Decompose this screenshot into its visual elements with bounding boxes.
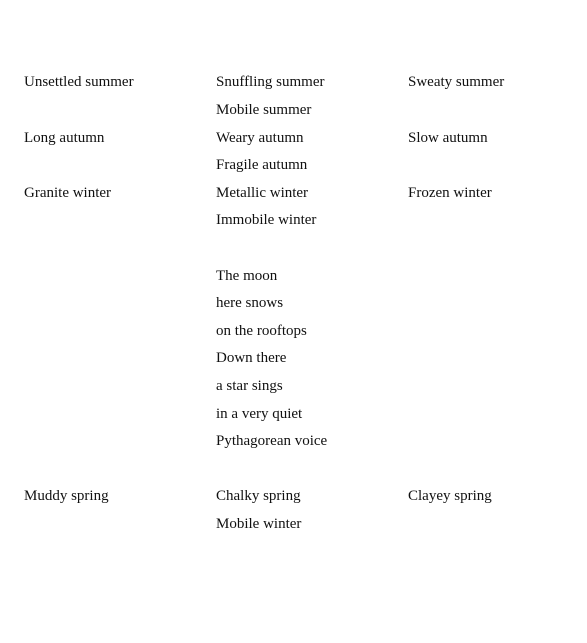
verse-line-6: in a very quiet	[216, 406, 303, 422]
spring-col1-text: Muddy spring	[24, 488, 109, 504]
verse-line-7: Pythagorean voice	[216, 433, 328, 449]
summer-col2-line-1: Snuffling summer	[216, 74, 325, 90]
winter-col3-text: Frozen winter	[408, 185, 492, 201]
winter-col1-text: Granite winter	[24, 185, 112, 201]
summer-col1-text: Unsettled summer	[24, 74, 134, 90]
verse-line-2: here snows	[216, 295, 284, 311]
verse-line-5: a star sings	[216, 378, 283, 394]
verse-line-4: Down there	[216, 350, 287, 366]
autumn-col3-text: Slow autumn	[408, 130, 488, 146]
summer-col2-line-2: Mobile summer	[216, 102, 312, 118]
spring-col2-line-2: Mobile winter	[216, 516, 302, 532]
verse-line-3: on the rooftops	[216, 323, 307, 339]
verse-line-1: The moon	[216, 268, 278, 284]
autumn-col1-text: Long autumn	[24, 130, 105, 146]
spring-col2-line-1: Chalky spring	[216, 488, 301, 504]
autumn-col2-line-2: Fragile autumn	[216, 157, 308, 173]
autumn-col2-line-1: Weary autumn	[216, 130, 304, 146]
winter-col2-line-2: Immobile winter	[216, 212, 317, 228]
summer-col3-text: Sweaty summer	[408, 74, 505, 90]
spring-col3-text: Clayey spring	[408, 488, 492, 504]
winter-col2-line-1: Metallic winter	[216, 185, 309, 201]
